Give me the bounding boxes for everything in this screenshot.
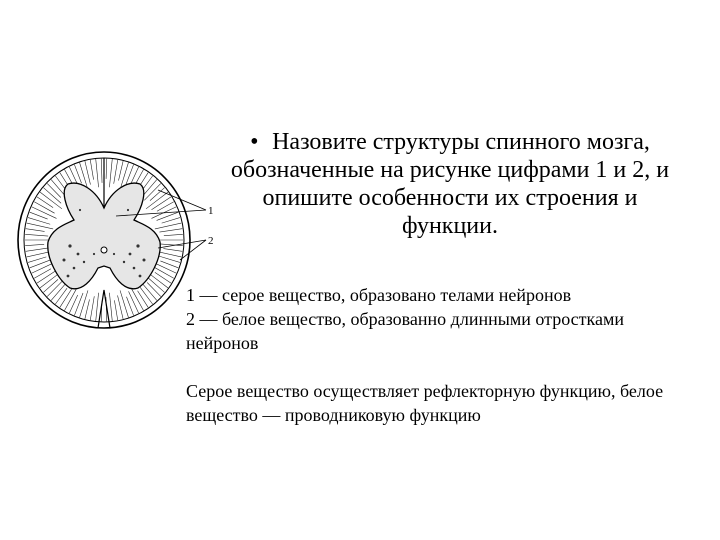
- fiber-line: [163, 249, 182, 252]
- leader-line-2: [158, 240, 206, 248]
- fiber-line: [162, 218, 180, 224]
- fiber-line: [118, 295, 124, 319]
- fiber-line: [80, 290, 88, 317]
- bullet: •: [250, 129, 259, 155]
- fiber-line: [74, 293, 83, 315]
- question-text: [230, 128, 670, 240]
- fiber-line: [138, 291, 149, 308]
- fiber-line: [25, 244, 44, 245]
- fiber-line: [120, 290, 128, 317]
- fiber-line: [109, 159, 112, 187]
- fiber-line: [119, 161, 124, 181]
- fiber-line: [55, 288, 67, 304]
- fiber-line: [101, 159, 102, 183]
- fiber-line: [150, 188, 165, 201]
- answer-line-2: 2 — белое вещество, образованно длинными отростками нейронов: [186, 309, 624, 353]
- fiber-line: [109, 293, 112, 321]
- label-1: 1: [208, 205, 214, 217]
- leader-line-1b: [158, 190, 206, 210]
- fiber-line: [25, 234, 48, 236]
- answer-line-1: 1 — серое вещество, образовано телами нейронов: [186, 285, 572, 305]
- label-2: 2: [208, 235, 214, 247]
- fiber-line: [155, 223, 181, 229]
- fiber-line: [96, 159, 99, 187]
- fiber-line: [129, 291, 139, 313]
- fiber-line: [47, 280, 64, 297]
- fiber-line: [34, 202, 54, 213]
- answer-block: [186, 283, 686, 427]
- fiber-line: [144, 183, 161, 200]
- fiber-line: [34, 269, 51, 278]
- fiber-line: [26, 248, 49, 251]
- fiber-line: [138, 285, 152, 304]
- fiber-line: [159, 229, 182, 232]
- fiber-line: [106, 159, 107, 179]
- fiber-line: [47, 183, 61, 197]
- fiber-line: [37, 270, 57, 283]
- fiber-line: [85, 161, 91, 185]
- answer-spacer: [186, 355, 686, 379]
- fiber-line: [114, 160, 118, 184]
- fiber-line: [28, 257, 46, 263]
- fiber-line: [85, 299, 90, 319]
- fiber-line: [60, 287, 73, 307]
- fiber-line: [43, 188, 61, 204]
- fiber-line: [43, 279, 58, 292]
- fiber-line: [147, 277, 165, 293]
- fiber-line: [90, 296, 94, 320]
- fiber-line: [114, 300, 117, 320]
- fiber-line: [153, 267, 173, 278]
- fiber-line: [164, 234, 183, 235]
- fiber-line: [32, 207, 57, 219]
- central-canal: [101, 247, 107, 253]
- fiber-line: [147, 283, 161, 297]
- fiber-line: [155, 272, 171, 283]
- fiber-line: [26, 229, 45, 232]
- fiber-line: [96, 293, 99, 321]
- fiber-line: [151, 197, 171, 210]
- question-body: Назовите структуры спинного мозга, обозначенные на рисунке цифрами 1 и 2, и опишите особенности их строения и функции.: [230, 129, 670, 239]
- answer-summary: Серое вещество осуществляет рефлекторную функцию, белое вещество — проводниковую функцию: [186, 381, 664, 425]
- fiber-line: [157, 202, 174, 211]
- fiber-line: [37, 197, 53, 208]
- fiber-line: [90, 160, 93, 180]
